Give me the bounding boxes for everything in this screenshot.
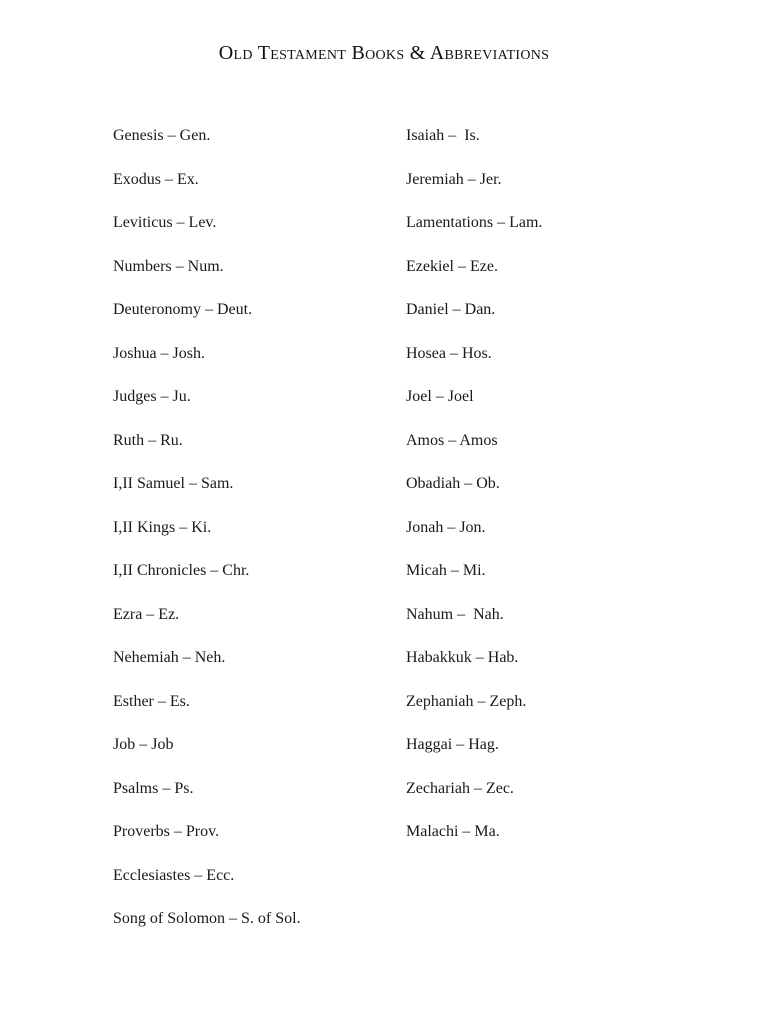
- list-item: Nahum – Nah.: [406, 605, 504, 623]
- list-item: Zechariah – Zec.: [406, 779, 514, 797]
- list-item: Exodus – Ex.: [113, 170, 199, 188]
- list-item: Amos – Amos: [406, 431, 498, 449]
- list-item: Job – Job: [113, 736, 174, 753]
- list-item: Zephaniah – Zeph.: [406, 692, 527, 710]
- list-item: Song of Solomon – S. of Sol.: [113, 910, 301, 927]
- list-item: I,II Chronicles – Chr.: [113, 562, 250, 579]
- list-item: I,II Kings – Ki.: [113, 518, 212, 536]
- list-item: Proverbs – Prov.: [113, 823, 220, 840]
- list-item: Joshua – Josh.: [113, 344, 206, 362]
- list-item: Ecclesiastes – Ecc.: [113, 866, 235, 884]
- list-item: Leviticus – Lev.: [113, 214, 217, 231]
- list-item: Habakkuk – Hab.: [406, 649, 519, 666]
- list-item: Malachi – Ma.: [406, 823, 500, 840]
- list-item: Isaiah – Is.: [406, 127, 480, 144]
- list-item: Psalms – Ps.: [113, 779, 194, 797]
- left-column-list: [113, 125, 301, 952]
- list-item: Esther – Es.: [113, 692, 190, 710]
- list-item: I,II Samuel – Sam.: [113, 475, 234, 492]
- list-item: Nehemiah – Neh.: [113, 649, 226, 666]
- list-item: Lamentations – Lam.: [406, 214, 543, 231]
- list-item: Numbers – Num.: [113, 257, 224, 275]
- list-item: Ruth – Ru.: [113, 431, 183, 449]
- list-item: Micah – Mi.: [406, 562, 486, 579]
- list-item: Joel – Joel: [406, 388, 474, 405]
- list-item: Hosea – Hos.: [406, 344, 492, 362]
- list-item: Deuteronomy – Deut.: [113, 301, 253, 318]
- list-item: Haggai – Hag.: [406, 736, 499, 753]
- list-item: Genesis – Gen.: [113, 127, 211, 144]
- right-column-list: [406, 125, 542, 865]
- list-item: Daniel – Dan.: [406, 301, 496, 318]
- list-item: Ezekiel – Eze.: [406, 257, 498, 275]
- list-item: Obadiah – Ob.: [406, 475, 500, 492]
- list-item: Judges – Ju.: [113, 388, 191, 405]
- page-title: Old Testament Books & Abbreviations: [218, 42, 550, 64]
- list-item: Jonah – Jon.: [406, 518, 486, 536]
- list-item: Jeremiah – Jer.: [406, 170, 502, 188]
- list-item: Ezra – Ez.: [113, 605, 180, 623]
